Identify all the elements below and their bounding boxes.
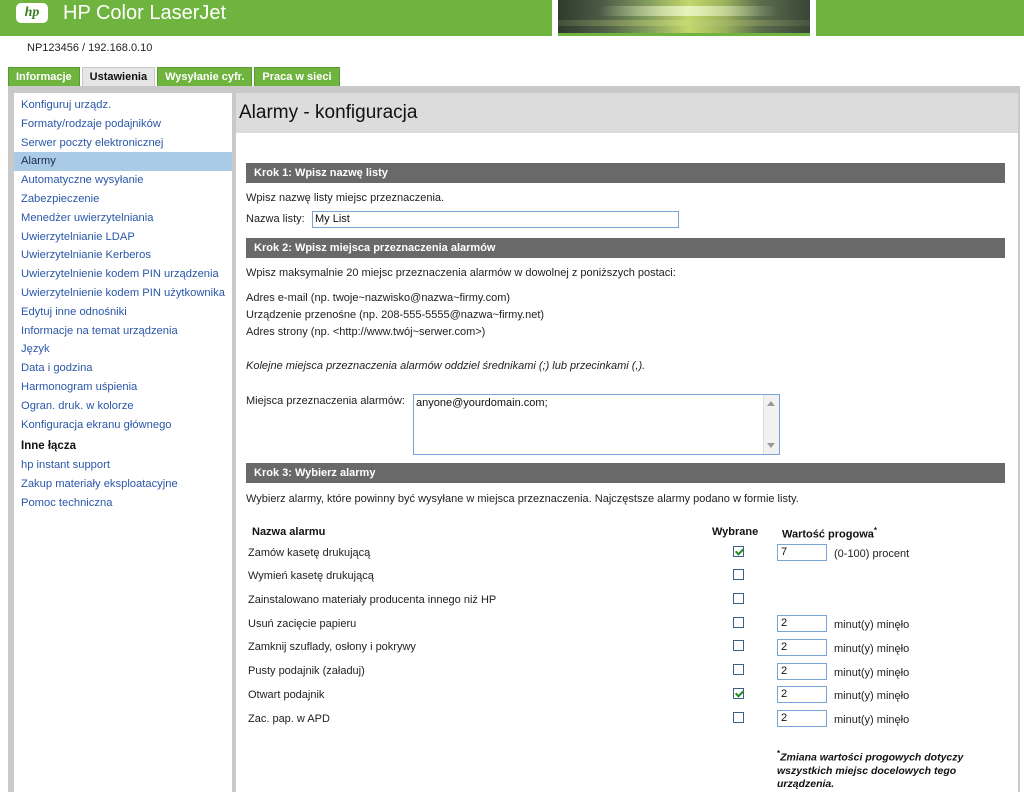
sidebar-item-konfiguracja-ekranu[interactable]: Konfiguracja ekranu głównego: [21, 418, 172, 431]
scroll-up-arrow-icon[interactable]: [767, 401, 775, 406]
threshold-unit: (0-100) procent: [834, 548, 910, 560]
alarm-name: Usuń zacięcie papieru: [248, 618, 357, 630]
alarm-name: Wymień kasetę drukującą: [248, 570, 374, 582]
threshold-input[interactable]: 7: [777, 544, 827, 561]
destinations-label: Miejsca przeznaczenia alarmów:: [246, 395, 405, 407]
list-name-label: Nazwa listy:: [246, 213, 305, 225]
sidebar-item-alarmy[interactable]: Alarmy: [14, 152, 232, 171]
page-title: Alarmy - konfiguracja: [239, 102, 418, 123]
tab-praca-w-sieci[interactable]: Praca w sieci: [254, 67, 339, 86]
step1-header: Krok 1: Wpisz nazwę listy: [246, 163, 1005, 183]
sidebar-link-zakup[interactable]: Zakup materiały eksploatacyjne: [21, 478, 178, 491]
step2-instruction: Wpisz maksymalnie 20 miejsc przeznaczenia alarmów w dowolnej z poniższych postaci:: [246, 267, 676, 279]
main-content: [236, 133, 1018, 792]
threshold-input[interactable]: 2: [777, 615, 827, 632]
other-links-heading: Inne łącza: [21, 440, 76, 453]
destinations-textarea[interactable]: [413, 394, 780, 455]
threshold-unit: minut(y) minęło: [834, 619, 910, 631]
alarm-name: Pusty podajnik (załaduj): [248, 665, 365, 677]
sidebar-item-konfiguruj[interactable]: Konfiguruj urządz.: [21, 99, 112, 111]
sidebar-item-jezyk[interactable]: Język: [21, 343, 50, 356]
header-banner-image: [558, 0, 810, 33]
alarm-name: Zac. pap. w APD: [248, 713, 330, 725]
alarm-checkbox[interactable]: [733, 712, 744, 723]
col-alarm-name: Nazwa alarmu: [252, 526, 326, 538]
format-email: Adres e-mail (np. twoje~nazwisko@nazwa~firmy.com): [246, 292, 511, 304]
step3-instruction: Wybierz alarmy, które powinny być wysyłane w miejsca przeznaczenia. Najczęstsze alarmy podano w formie listy.: [246, 493, 799, 505]
sidebar-nav: [14, 93, 232, 792]
device-identifier: NP123456 / 192.168.0.10: [27, 42, 153, 54]
sidebar-link-hp-support[interactable]: hp instant support: [21, 459, 110, 472]
threshold-unit: minut(y) minęło: [834, 667, 910, 679]
format-mobile: Urządzenie przenośne (np. 208-555-5555@nazwa~firmy.net): [246, 309, 545, 321]
col-selected: Wybrane: [712, 526, 759, 538]
scroll-down-arrow-icon[interactable]: [767, 443, 775, 448]
threshold-unit: minut(y) minęło: [834, 690, 910, 702]
sidebar-item-ogran-druk[interactable]: Ogran. druk. w kolorze: [21, 399, 134, 412]
separator-note: Kolejne miejsca przeznaczenia alarmów oddziel średnikami (;) lub przecinkami (,).: [246, 360, 646, 372]
alarm-checkbox[interactable]: [733, 593, 744, 604]
tab-informacje[interactable]: Informacje: [8, 67, 80, 86]
sidebar-item-serwer-poczty[interactable]: Serwer poczty elektronicznej: [21, 136, 164, 149]
step1-instruction: Wpisz nazwę listy miejsc przeznaczenia.: [246, 192, 445, 204]
sidebar-item-edytuj-odnosniki[interactable]: Edytuj inne odnośniki: [21, 305, 127, 318]
sidebar-item-automatyczne-wysylanie[interactable]: Automatyczne wysyłanie: [21, 174, 144, 187]
sidebar-item-ldap[interactable]: Uwierzytelnianie LDAP: [21, 230, 135, 243]
threshold-unit: minut(y) minęło: [834, 714, 910, 726]
list-name-input[interactable]: My List: [312, 211, 679, 228]
step3-header: Krok 3: Wybierz alarmy: [246, 463, 1005, 483]
alarm-name: Zainstalowano materiały producenta innego niż HP: [248, 594, 497, 606]
threshold-unit: minut(y) minęło: [834, 643, 910, 655]
sidebar-item-formaty[interactable]: Formaty/rodzaje podajników: [21, 117, 161, 130]
alarm-name: Otwart podajnik: [248, 689, 325, 701]
header-bar: [0, 0, 1024, 36]
alarm-checkbox[interactable]: [733, 664, 744, 675]
threshold-input[interactable]: 2: [777, 686, 827, 703]
alarm-name: Zamknij szuflady, osłony i pokrywy: [248, 641, 416, 653]
sidebar-item-zabezpieczenie[interactable]: Zabezpieczenie: [21, 192, 100, 205]
tab-wysylanie-cyfr[interactable]: Wysyłanie cyfr.: [157, 67, 252, 86]
sidebar-item-menedzer[interactable]: Menedżer uwierzytelniania: [21, 211, 154, 224]
tab-ustawienia[interactable]: Ustawienia: [82, 67, 155, 87]
alarm-checkbox[interactable]: [733, 640, 744, 651]
hp-logo: hp: [16, 3, 48, 23]
product-title: HP Color LaserJet: [63, 2, 227, 24]
threshold-input[interactable]: 2: [777, 710, 827, 727]
alarm-checkbox[interactable]: [733, 617, 744, 628]
alarm-checkbox[interactable]: [733, 569, 744, 580]
sidebar-item-harmonogram[interactable]: Harmonogram uśpienia: [21, 380, 138, 393]
sidebar-item-kerberos[interactable]: Uwierzytelnianie Kerberos: [21, 249, 151, 262]
format-web: Adres strony (np. <http://www.twój~serwer.com>): [246, 326, 486, 338]
alarm-name: Zamów kasetę drukującą: [248, 547, 371, 559]
col-threshold: Wartość progowa*: [782, 526, 878, 541]
sidebar-link-pomoc[interactable]: Pomoc techniczna: [21, 496, 113, 509]
threshold-input[interactable]: 2: [777, 639, 827, 656]
sidebar-item-pin-urzadzenia[interactable]: Uwierzytelnienie kodem PIN urządzenia: [21, 268, 219, 281]
destinations-value: anyone@yourdomain.com;: [416, 397, 548, 409]
main-tabs: [8, 67, 342, 86]
step2-header: Krok 2: Wpisz miejsca przeznaczenia alarmów: [246, 238, 1005, 258]
threshold-footnote: *Zmiana wartości progowych dotyczy wszystkich miejsc docelowych tego urządzenia.: [777, 749, 964, 790]
threshold-input[interactable]: 2: [777, 663, 827, 680]
sidebar-item-informacje-urzadzenie[interactable]: Informacje na temat urządzenia: [21, 324, 178, 337]
alarm-checkbox[interactable]: [733, 688, 744, 699]
sidebar-item-data-godzina[interactable]: Data i godzina: [21, 362, 93, 375]
alarm-checkbox[interactable]: [733, 546, 744, 557]
header-divider: [810, 0, 816, 36]
sidebar-item-pin-uzytkownika[interactable]: Uwierzytelnienie kodem PIN użytkownika: [21, 286, 225, 299]
page-title-bar: [236, 93, 1018, 133]
textarea-scrollbar[interactable]: [763, 395, 779, 454]
